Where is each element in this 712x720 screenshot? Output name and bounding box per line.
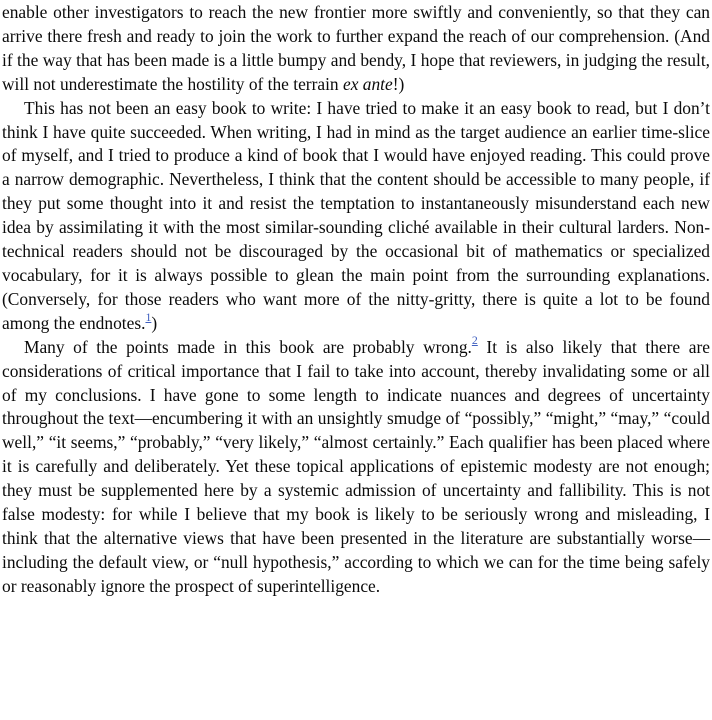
italic-text-run: ex ante [342,73,393,94]
text-run: ) [151,312,158,333]
endnote-link-1[interactable]: 1 [145,309,152,324]
text-run: Many of the points made in this book are probably wrong. [24,336,472,357]
text-run: !) [392,73,405,94]
text-run: It is also likely that there are considerations of critical importance that I fail to take into account, thereby invalidating some or all of my conclusions. I have gone to some length to indicate nuances and degrees of uncertainty throughout the text—encumbering it with an unsightly smudge of “possibly,” “might,” “may,” “could well,” “it seems,” “probably,” “very likely,” “almost certainly.” Each qualifier has been placed where it is carefully and deliberately. Yet these topical applications of epistemic modesty are not enough; they must be supplemented here by a systemic admission of uncertainty and fallibility. This is not false modesty: for while I believe that my book is likely to be seriously wrong and misleading, I think that the alternative views that have been presented in the literature are substantially worse—including the default view, or “null hypothesis,” according to which we can for the time being safely or reasonably ignore the prospect of superintelligence. [2,336,710,596]
text-run: This has not been an easy book to write: I have tried to make it an easy book to read, but I don’t think I have quite succeeded. When writing, I had in mind as the target audience an earlier time-slice of myself, and I tried to produce a kind of book that I would have enjoyed reading. This could prove a narrow demographic. Nevertheless, I think that the content should be accessible to many people, if they put some thought into it and resist the temptation to instantaneously misunderstand each new idea by assimilating it with the most similar-sounding cliché available in their cultural larders. Non-technical readers should not be discouraged by the occasional bit of mathematics or specialized vocabulary, for it is always possible to glean the main point from the surrounding explanations. (Conversely, for those readers who want more of the nitty-gritty, there is quite a lot to be found among the endnotes. [2,97,710,333]
paragraph-2 [2,97,710,336]
endnote-link-2[interactable]: 2 [471,333,478,348]
text-run: enable other investigators to reach the new frontier more swiftly and conveniently, so that they can arrive there fresh and ready to join the work to further expand the reach of our comprehension. (And if the way that has been made is a little bumpy and bendy, I hope that reviewers, in judging the result, will not underestimate the hostility of the terrain [2,2,710,94]
endnote-link-2-superscript [472,333,478,347]
endnote-link-1-superscript [145,310,151,324]
paragraph-1 [2,1,710,97]
paragraph-3 [2,333,710,599]
page-text [2,1,710,599]
